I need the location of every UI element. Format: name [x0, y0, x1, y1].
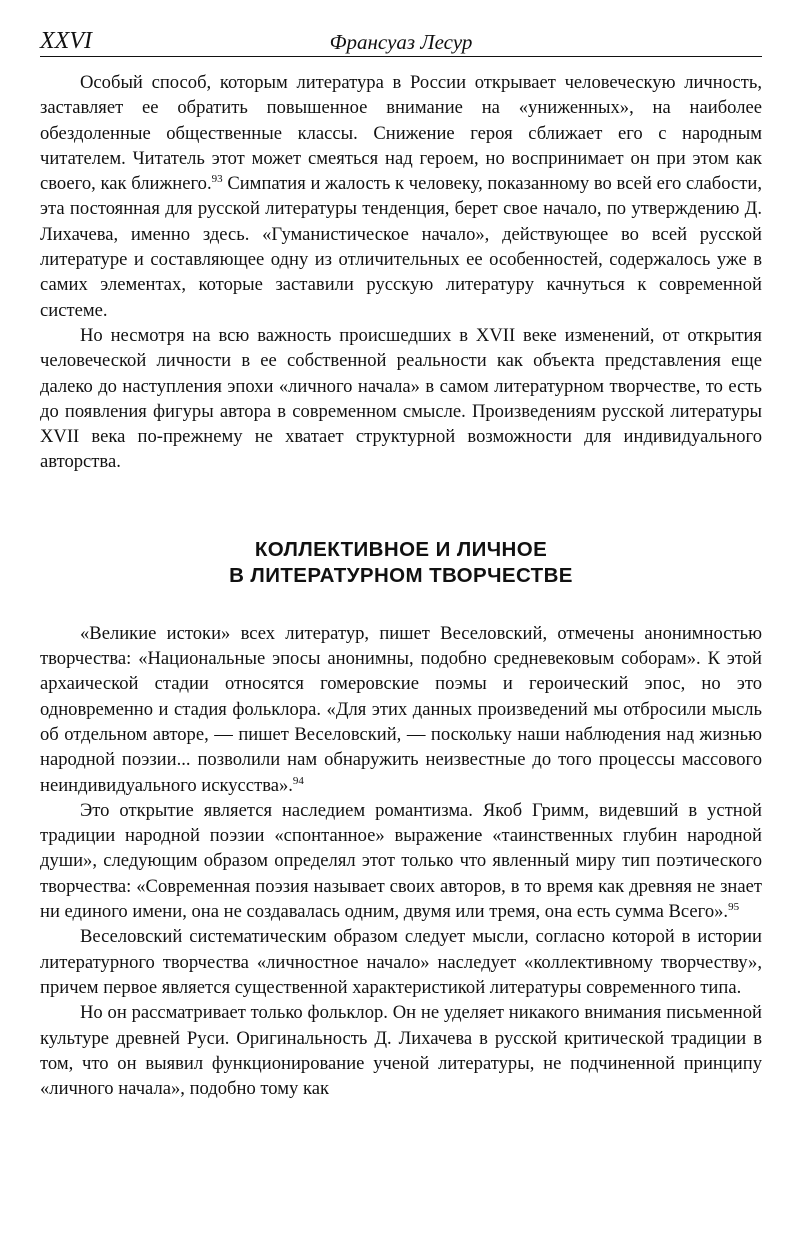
paragraph: Особый способ, которым литература в России открывает человеческую личность, заставляет ее обратить повышенное внимание на «униженных», на наиболее обездоленные общественные классы. Снижение героя сближает его с народным читателем. Читатель этот может смеяться над героем, но воспринимает он при этом как своего, как ближнего.$^{93}$ Симпатия и жалость к человеку, показанному во всей его слабости, эта постоянная для русской литературы тенденция, берет свое начало, по утверждению Д. Лихачева, именно здесь. «Гуманистическое начало», действующее во всей русской литературе и составляющее одну из отличительных ее особенностей, содержалось уже в самих элементах, которые заставили русскую литературу качнуться к современной системе. — [40, 72, 762, 321]
running-title: Франсуаз Лесур — [329, 30, 473, 54]
paragraph: Это открытие является наследием романтизма. Якоб Гримм, видевший в устной традиции народной поэзии «спонтанное» выражение «таинственных глубин народной души», следующим образом определял этот только что явленный миру тип поэтического творчества: «Современная поэзия называет своих авторов, в то время как древняя не знает ни единого имени, она не создавалась одним, двумя или тремя, она есть сумма Всего».$^{95}$ — [40, 799, 762, 923]
page-body — [40, 70, 762, 1101]
section-heading — [40, 537, 762, 589]
paragraph: «Великие истоки» всех литератур, пишет Веселовский, отмечены анонимностью творчества: «Национальные эпосы анонимны, подобно средневековым соборам». К этой архаической стадии относятся гомеровские поэмы и героический эпос, но это одновременно и стадия фольклора. «Для этих данных произведений мы отбросили мысль об отдельном авторе, — пишет Веселовский, — поскольку наши наблюдения над жизнью народной поэзии... позволили нам обнаружить неизвестные до того процессы массового неиндивидуального искусства».$^{94}$ — [40, 622, 762, 796]
paragraph: Веселовский систематическим образом следует мысли, согласно которой в истории литературного творчества «личностное начало» наследует «коллективному творчеству», причем первое является существенной характеристикой литературы современного типа. — [40, 926, 762, 998]
footnote-ref: 94 — [292, 774, 304, 787]
section-heading-line: КОЛЛЕКТИВНОЕ И ЛИЧНОЕ — [254, 537, 548, 561]
section-heading-line: В ЛИТЕРАТУРНОМ ТВОРЧЕСТВЕ — [229, 563, 573, 587]
book-page — [40, 28, 762, 1101]
paragraph: Но несмотря на всю важность происшедших в XVII веке изменений, от открытия человеческой личности в ее собственной реальности как объекта представления еще далеко до наступления эпохи «личного начала» в самом литературном творчестве, то есть до появления фигуры автора в современном смысле. Произведениям русской литературы XVII века по-прежнему не хватает структурной возможности для индивидуального авторства. — [40, 324, 762, 473]
paragraph: Но он рассматривает только фольклор. Он не уделяет никакого внимания письменной культуре древней Руси. Оригинальность Д. Лихачева в русской критической традиции в том, что он выявил функционирование ученой литературы, не подчиненной принципу «личного начала», подобно тому как — [40, 1002, 762, 1100]
footnote-ref: 95 — [728, 901, 740, 914]
footnote-ref: 93 — [211, 173, 223, 186]
page-header — [40, 28, 762, 57]
page-number: XXVI — [40, 28, 92, 54]
